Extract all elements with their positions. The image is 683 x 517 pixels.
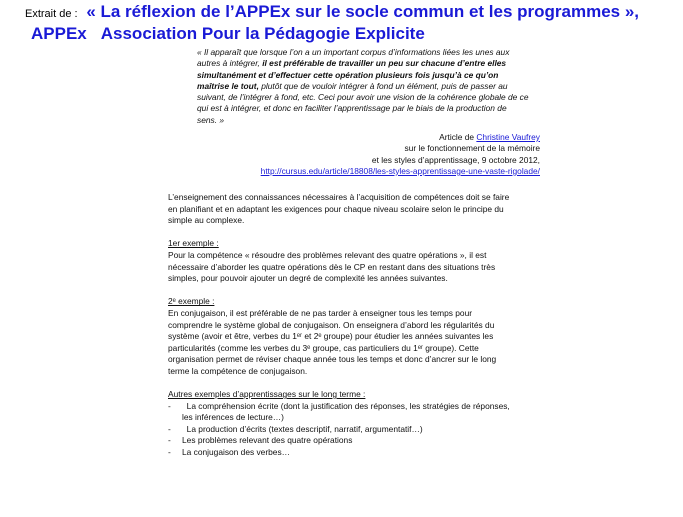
quote-line: « Il apparaît que lorsque l’on a un important corpus d’informations liées les unes aux: [197, 47, 510, 57]
header-title-line: [25, 2, 675, 24]
citation-block: [197, 132, 540, 177]
other-examples-heading: Autres exemples d’apprentissages sur le long terme :: [168, 389, 366, 400]
list-item: - La compréhension écrite (dont la justification des réponses, les stratégies de réponses,: [168, 400, 510, 411]
list-item-continuation: les inférences de lecture…): [182, 412, 284, 423]
org-short-name: APPEx: [31, 24, 87, 43]
quote-line: sens. »: [197, 114, 225, 125]
extract-label: Extrait de :: [25, 8, 78, 20]
author-link[interactable]: Christine Vaufrey: [476, 132, 540, 142]
quote-line: qui est à intégrer, et donc en faciliter l’apprentissage par le biais de la production de: [197, 103, 507, 114]
main-text: [168, 192, 540, 459]
quote-line: maîtrise le tout, plutôt que de vouloir intégrer à fond un élément, puis de passer au: [197, 80, 508, 91]
quote-line: suivant, de l’intégrer à fond, etc. Ceci pour avoir une vision de la cohérence globale de ce: [197, 92, 529, 103]
example-2-paragraph: En conjugaison, il est préférable de ne pas tarder à enseigner tous les temps pour comprendre le système global de conjugaison. On enseignera d’abord les régularités du système (avoir et être, verbes du 1ᵉʳ et 2ᵉ groupe) pour étudier les années suivantes les particularités (comme les verbes du 3ᵉ groupe, cas particuliers du 1ᵉʳ groupe). Cette organisation permet de réviser chaque année tous les temps et donc d’ancrer sur le long terme la compétence de conjugaison.: [168, 307, 497, 376]
citation-author-line: Article de Christine Vaufrey: [439, 132, 540, 142]
example-1-paragraph: Pour la compétence « résoudre des problèmes relevant des quatre opérations », il est nécessaire d’aborder les quatre opérations dès le CP en restant dans des situations très simples, pour pouvoir ajouter un degré de complexité les années suivantes.: [168, 249, 496, 284]
intro-paragraph: L’enseignement des connaissances nécessaires à l’acquisition de compétences doit se faire en planifiant et en adaptant les exigences pour chaque niveau scolaire selon le principe du simple au complexe.: [168, 192, 510, 226]
org-full-name: Association Pour la Pédagogie Explicite: [100, 24, 425, 43]
quote-line: autres à intégrer, il est préférable de travailler un peu sur chacune d’entre elles: [197, 58, 507, 69]
source-url-link[interactable]: http://cursus.edu/article/18808/les-styles-apprentissage-une-vaste-rigolade/: [260, 165, 540, 176]
document-title: « La réflexion de l’APPEx sur le socle commun et les programmes »,: [86, 2, 640, 21]
example-2-heading: 2ᵉ exemple :: [168, 296, 215, 307]
citation-line: et les styles d’apprentissage, 9 octobre 2012,: [371, 154, 540, 165]
header-org-line: [31, 24, 675, 44]
list-item: - La production d’écrits (textes descriptif, narratif, argumentatif…): [168, 423, 423, 434]
citation-line: sur le fonctionnement de la mémoire: [404, 143, 540, 154]
quote-block: [197, 47, 542, 126]
list-item: - La conjugaison des verbes…: [168, 447, 291, 458]
example-1-heading: 1er exemple :: [168, 238, 219, 249]
document-header: [25, 2, 675, 44]
quote-line: simultanément et d’effectuer cette opération plusieurs fois jusqu’à ce qu’on: [197, 69, 499, 80]
list-item: - Les problèmes relevant des quatre opérations: [168, 435, 353, 446]
